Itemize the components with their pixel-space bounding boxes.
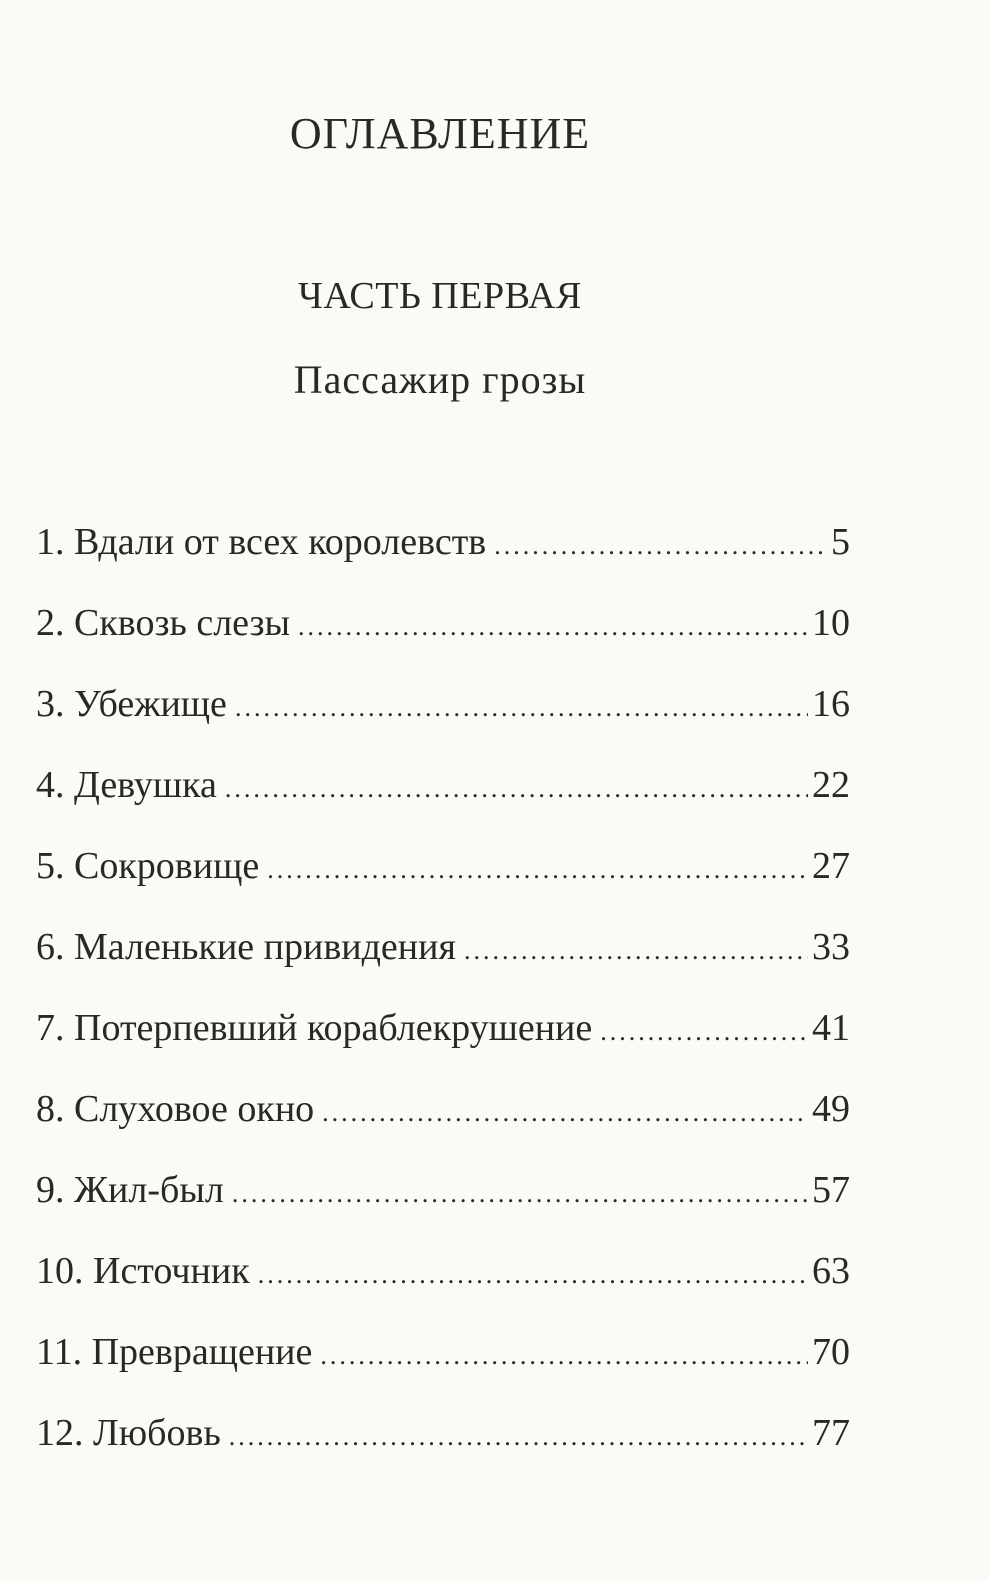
toc-entry[interactable] [36,755,850,836]
toc-entry[interactable] [36,1322,850,1403]
toc-entry-title: 4. Девушка [36,764,217,806]
dot-leader [600,1002,808,1062]
toc-entry[interactable] [36,1241,850,1322]
toc-entry-page: 10 [812,602,850,644]
dot-leader [494,516,827,576]
toc-entry-title: 12. Любовь [36,1412,221,1454]
dot-leader [225,759,808,819]
toc-entry-page: 57 [812,1169,850,1211]
toc-entry-page: 22 [812,764,850,806]
toc-entry-title: 10. Источник [36,1250,250,1292]
toc-entry-page: 49 [812,1088,850,1130]
part-title: ЧАСТЬ ПЕРВАЯ [298,275,582,317]
toc-entry-title: 9. Жил-был [36,1169,224,1211]
dot-leader [258,1245,808,1305]
toc-entry-page: 16 [812,683,850,725]
toc-entry[interactable] [36,1403,850,1484]
dot-leader [322,1083,808,1143]
page-title: ОГЛАВЛЕНИЕ [289,109,591,158]
toc-entry-title: 5. Сокровище [36,845,260,887]
toc-entry-title: 7. Потерпевший кораблекрушение [36,1007,593,1049]
toc-entry-title: 8. Слуховое окно [36,1088,315,1130]
toc-entry-page: 5 [831,521,850,563]
toc-entry-title: 6. Маленькие привидения [36,926,456,968]
toc-list [36,512,850,1484]
dot-leader [235,678,808,738]
toc-entry[interactable] [36,1079,850,1160]
dot-leader [267,840,808,900]
toc-entry[interactable] [36,1160,850,1241]
toc-entry[interactable] [36,836,850,917]
toc-entry[interactable] [36,998,850,1079]
toc-entry-page: 77 [812,1412,850,1454]
toc-entry[interactable] [36,674,850,755]
toc-entry-title: 3. Убежище [36,683,227,725]
toc-entry-page: 70 [812,1331,850,1373]
dot-leader [464,921,808,981]
dot-leader [298,597,808,657]
toc-entry[interactable] [36,917,850,998]
part-subtitle: Пассажир грозы [293,357,587,402]
dot-leader [229,1407,808,1467]
toc-entry-page: 27 [812,845,850,887]
dot-leader [320,1326,808,1386]
toc-entry-title: 11. Превращение [36,1331,313,1373]
toc-entry[interactable] [36,593,850,674]
toc-entry[interactable] [36,512,850,593]
toc-entry-page: 63 [812,1250,850,1292]
toc-entry-title: 2. Сквозь слезы [36,602,291,644]
toc-entry-page: 41 [812,1007,850,1049]
dot-leader [232,1164,808,1224]
toc-entry-page: 33 [812,926,850,968]
toc-entry-title: 1. Вдали от всех королевств [36,521,487,563]
